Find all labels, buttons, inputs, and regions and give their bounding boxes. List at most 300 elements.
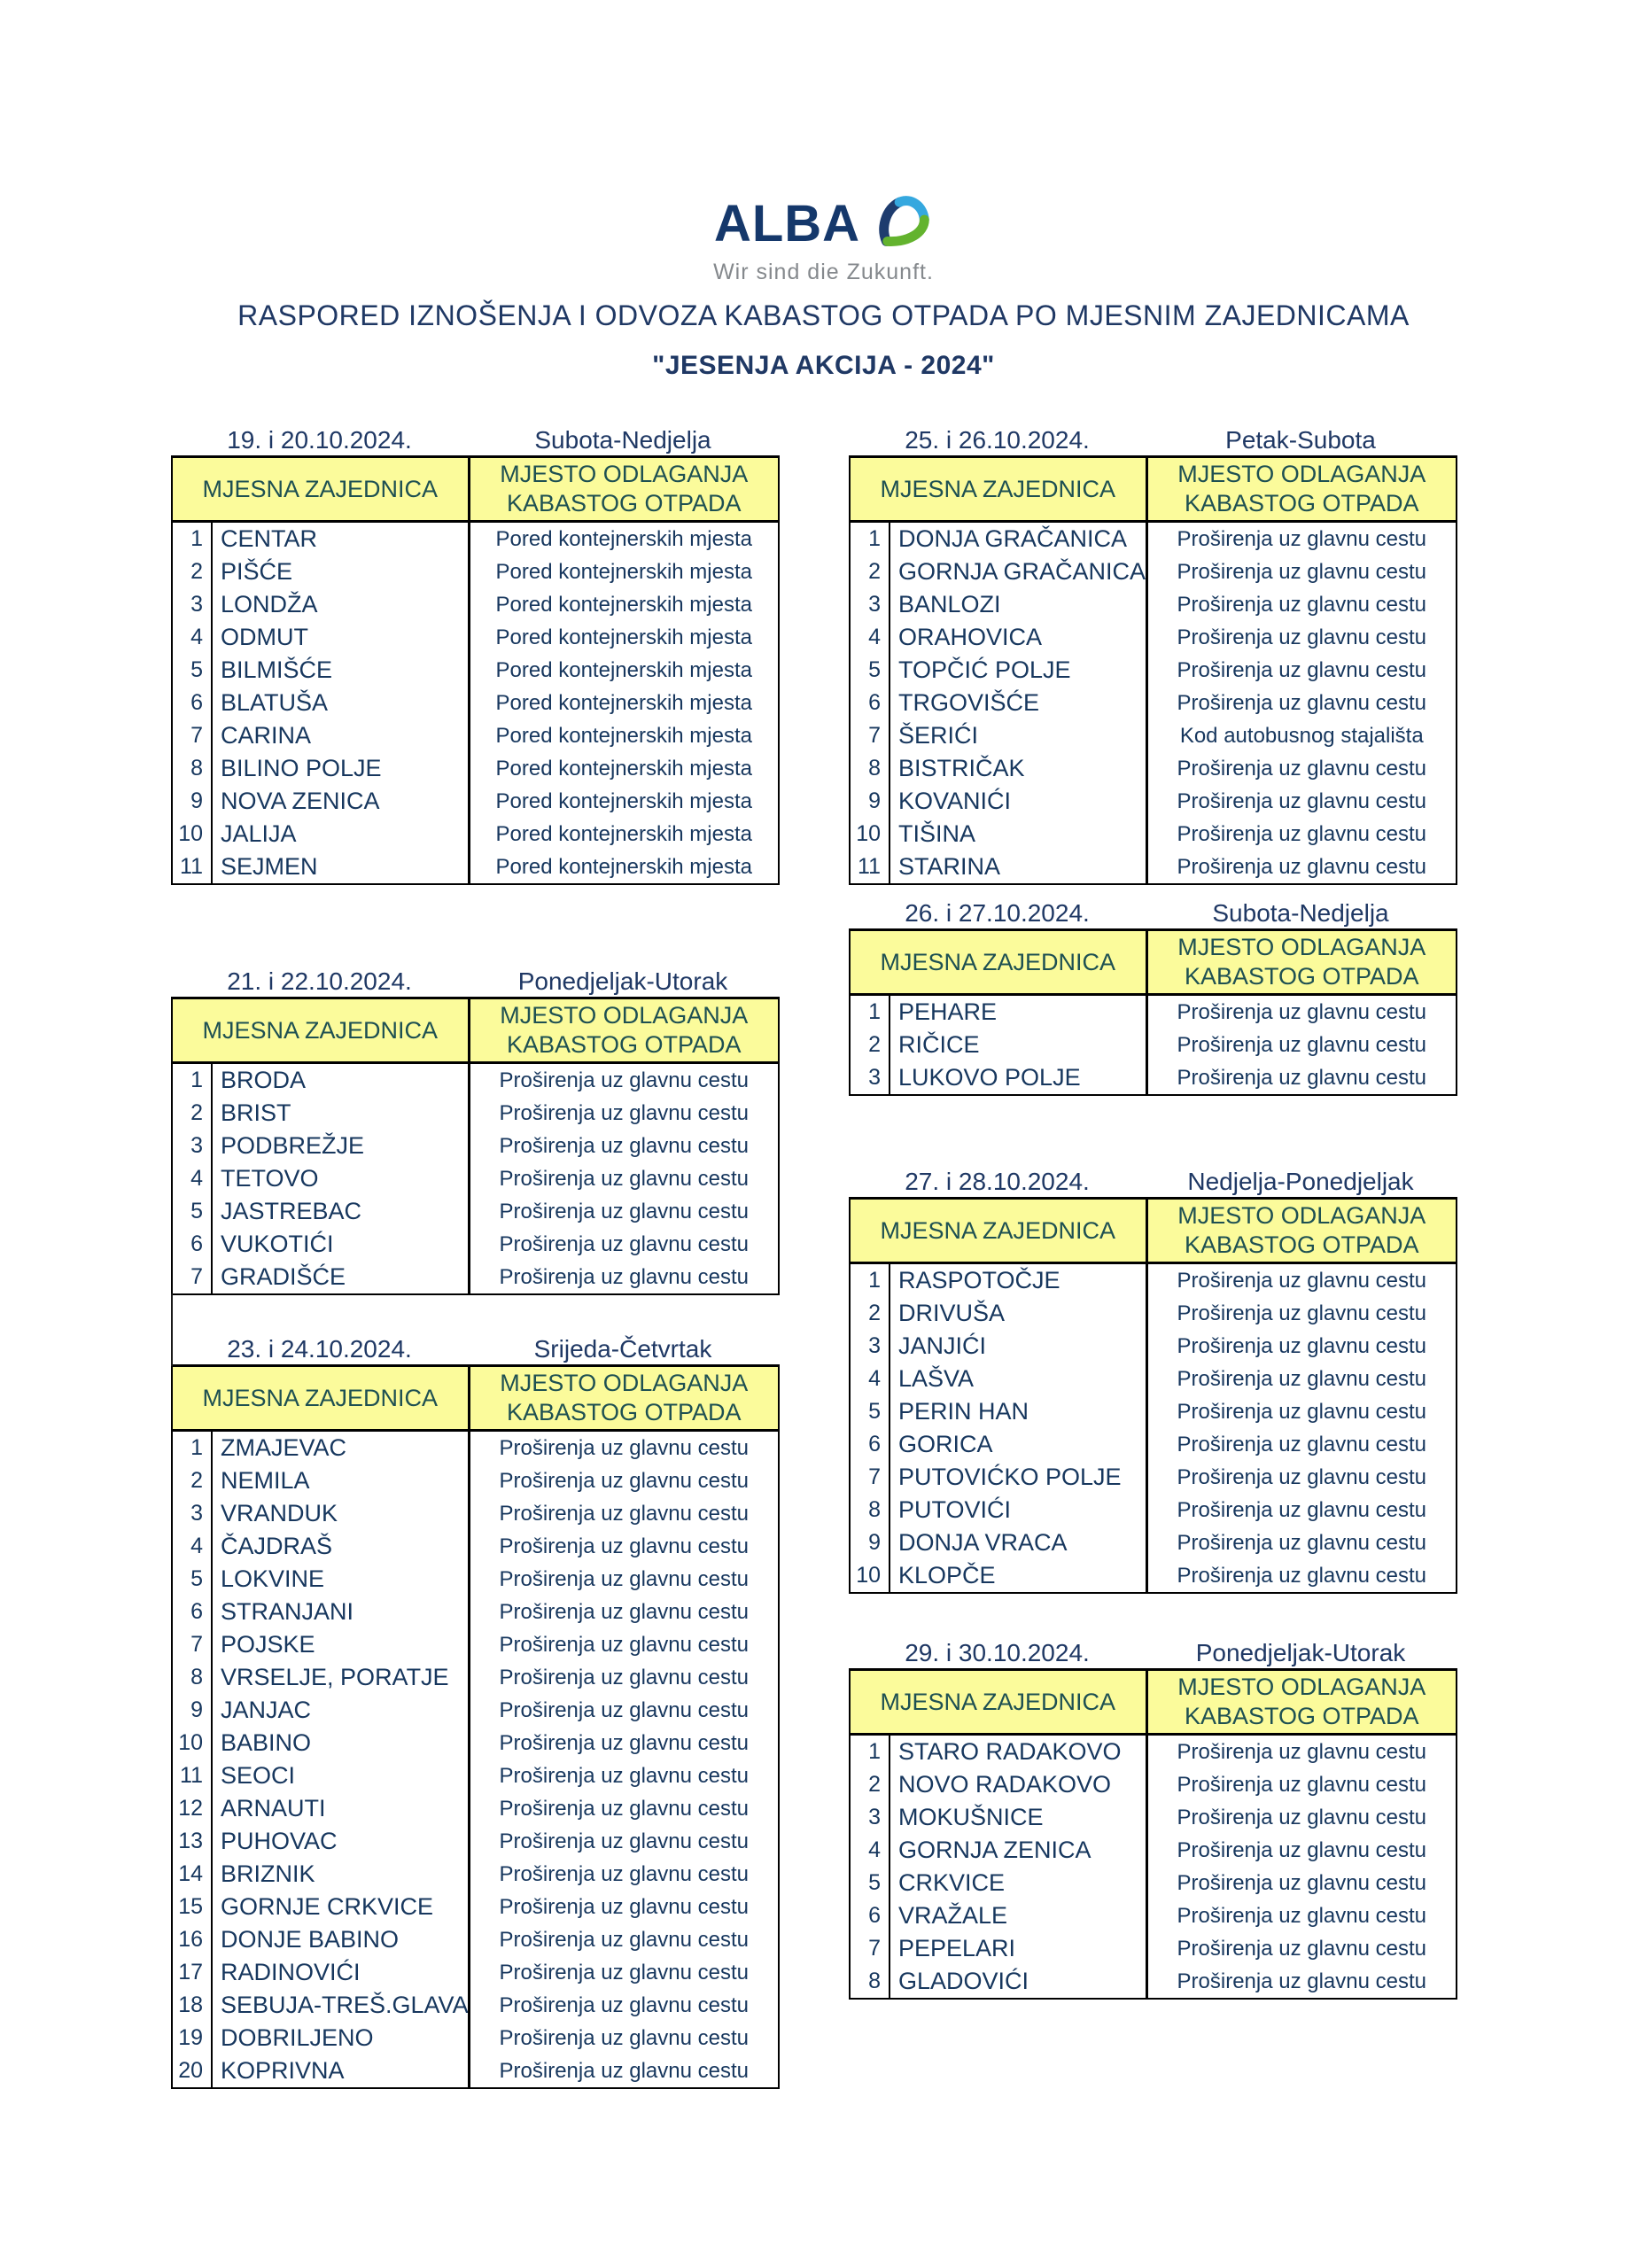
- table-row: [172, 2022, 779, 2054]
- waste-table: [849, 455, 1457, 885]
- row-number: 6: [172, 1228, 212, 1261]
- col-header-place: [1146, 1199, 1457, 1263]
- community-name: BRIZNIK: [221, 1860, 315, 1887]
- table-row: [172, 1858, 779, 1891]
- col-header-place: [1146, 930, 1457, 995]
- col-header-place-line2: KABASTOG OTPADA: [506, 1399, 742, 1425]
- row-number: 1: [850, 1735, 890, 1769]
- table-date: 25. i 26.10.2024.: [905, 426, 1090, 454]
- community-name: LUKOVO POLJE: [898, 1064, 1081, 1091]
- community-name: JALIJA: [221, 820, 297, 847]
- waste-table: [849, 1668, 1457, 2000]
- community-name: RIČICE: [898, 1031, 980, 1058]
- table-row: [172, 1628, 779, 1661]
- table-row: [172, 1497, 779, 1530]
- table-row: [172, 687, 779, 719]
- disposal-place: Proširenja uz glavnu cestu: [1146, 1735, 1457, 1769]
- table-row: [850, 1526, 1457, 1559]
- community-name: ŠERIĆI: [898, 722, 979, 749]
- disposal-place: Proširenja uz glavnu cestu: [1146, 1768, 1457, 1801]
- community-name: CARINA: [221, 722, 312, 749]
- row-number: 7: [172, 1628, 212, 1661]
- community-name: JANJAC: [221, 1697, 312, 1723]
- date-row: [171, 1334, 781, 1364]
- col-header-place: [469, 1366, 779, 1431]
- disposal-place: Pored kontejnerskih mjesta: [469, 555, 779, 588]
- disposal-place: Proširenja uz glavnu cestu: [1146, 850, 1457, 884]
- row-number: 8: [850, 752, 890, 785]
- row-number: 1: [172, 1431, 212, 1465]
- row-number: 8: [172, 752, 212, 785]
- table-row: [172, 1759, 779, 1792]
- community-name: TRGOVIŠĆE: [898, 689, 1040, 716]
- waste-table: [171, 997, 780, 1295]
- table-row: [850, 1768, 1457, 1801]
- disposal-place: Proširenja uz glavnu cestu: [469, 1989, 779, 2022]
- row-number: 4: [850, 1363, 890, 1395]
- row-number: 11: [172, 850, 212, 884]
- disposal-place: Proširenja uz glavnu cestu: [1146, 1297, 1457, 1330]
- disposal-place: Proširenja uz glavnu cestu: [1146, 555, 1457, 588]
- community-name: LOKVINE: [221, 1565, 325, 1592]
- table-row: [172, 1162, 779, 1195]
- disposal-place: Pored kontejnerskih mjesta: [469, 850, 779, 884]
- disposal-place: Proširenja uz glavnu cestu: [1146, 621, 1457, 654]
- disposal-place: Proširenja uz glavnu cestu: [469, 1923, 779, 1956]
- row-number: 8: [172, 1661, 212, 1694]
- disposal-place: Proširenja uz glavnu cestu: [1146, 1494, 1457, 1526]
- table-row: [850, 1932, 1457, 1965]
- date-row: [849, 898, 1459, 928]
- table-row: [850, 555, 1457, 588]
- table-row: [172, 1063, 779, 1098]
- row-number: 2: [172, 1464, 212, 1497]
- waste-table: [171, 455, 780, 885]
- community-name: VRANDUK: [221, 1500, 338, 1526]
- row-number: 1: [850, 995, 890, 1029]
- row-number: 9: [172, 785, 212, 818]
- row-number: 11: [850, 850, 890, 884]
- row-number: 7: [172, 1261, 212, 1294]
- disposal-place: Pored kontejnerskih mjesta: [469, 522, 779, 556]
- community-name: JANJIĆI: [898, 1332, 987, 1359]
- table-days: Ponedjeljak-Utorak: [1195, 1639, 1406, 1666]
- table-row: [172, 1989, 779, 2022]
- disposal-place: Proširenja uz glavnu cestu: [1146, 1559, 1457, 1593]
- date-row: [849, 1638, 1459, 1668]
- col-header-community: MJESNA ZAJEDNICA: [850, 1670, 1146, 1735]
- table-row: [850, 1965, 1457, 1999]
- row-number: 4: [172, 1530, 212, 1563]
- row-number: 8: [850, 1494, 890, 1526]
- table-days: Nedjelja-Ponedjeljak: [1187, 1168, 1414, 1195]
- community-name: DOBRILJENO: [221, 2024, 374, 2051]
- community-name: KOVANIĆI: [898, 788, 1012, 814]
- waste-table: [849, 928, 1457, 1096]
- disposal-place: Proširenja uz glavnu cestu: [469, 1261, 779, 1294]
- community-name: BILINO POLJE: [221, 755, 382, 781]
- table-row: [850, 785, 1457, 818]
- disposal-place: Proširenja uz glavnu cestu: [1146, 818, 1457, 850]
- community-name: RADINOVIĆI: [221, 1959, 361, 1985]
- disposal-place: Proširenja uz glavnu cestu: [1146, 1801, 1457, 1834]
- row-number: 12: [172, 1792, 212, 1825]
- col-header-community: MJESNA ZAJEDNICA: [850, 457, 1146, 522]
- community-name: PERIN HAN: [898, 1398, 1029, 1425]
- row-number: 20: [172, 2054, 212, 2088]
- row-number: 2: [850, 1297, 890, 1330]
- community-name: TETOVO: [221, 1165, 319, 1192]
- disposal-place: Proširenja uz glavnu cestu: [1146, 1932, 1457, 1965]
- community-name: STARO RADAKOVO: [898, 1738, 1122, 1765]
- row-number: 1: [850, 522, 890, 556]
- row-number: 1: [850, 1263, 890, 1298]
- col-header-place-line1: MJESTO ODLAGANJA: [500, 1002, 749, 1029]
- table-row: [850, 1559, 1457, 1593]
- disposal-place: Pored kontejnerskih mjesta: [469, 621, 779, 654]
- row-number: 19: [172, 2022, 212, 2054]
- row-number: 16: [172, 1923, 212, 1956]
- disposal-place: Proširenja uz glavnu cestu: [469, 1858, 779, 1891]
- table-row: [850, 1834, 1457, 1867]
- row-number: 9: [850, 1526, 890, 1559]
- row-number: 17: [172, 1956, 212, 1989]
- community-name: VRAŽALE: [898, 1902, 1008, 1929]
- table-days: Subota-Nedjelja: [534, 426, 711, 454]
- table-date: 21. i 22.10.2024.: [227, 967, 412, 995]
- table-row: [172, 1563, 779, 1596]
- row-number: 3: [850, 588, 890, 621]
- waste-table: [849, 1197, 1457, 1594]
- row-number: 18: [172, 1989, 212, 2022]
- row-number: 3: [850, 1061, 890, 1095]
- community-name: STARINA: [898, 853, 1001, 880]
- logo-block: [0, 193, 1647, 285]
- community-name: PUTOVIĆKO POLJE: [898, 1464, 1122, 1490]
- community-name: PEPELARI: [898, 1935, 1016, 1961]
- row-number: 6: [172, 687, 212, 719]
- community-name: SEJMEN: [221, 853, 318, 880]
- col-header-community: MJESNA ZAJEDNICA: [172, 457, 469, 522]
- disposal-place: Proširenja uz glavnu cestu: [1146, 1263, 1457, 1298]
- disposal-place: Proširenja uz glavnu cestu: [469, 1097, 779, 1130]
- table-row: [850, 588, 1457, 621]
- community-name: BISTRIČAK: [898, 755, 1025, 781]
- row-number: 10: [172, 818, 212, 850]
- community-name: DONJA GRAČANICA: [898, 525, 1128, 552]
- community-name: GRADIŠĆE: [221, 1263, 346, 1290]
- disposal-place: Proširenja uz glavnu cestu: [1146, 1330, 1457, 1363]
- community-name: PUTOVIĆI: [898, 1496, 1012, 1523]
- table-row: [172, 1097, 779, 1130]
- table-row: [850, 654, 1457, 687]
- community-name: JASTREBAC: [221, 1198, 362, 1224]
- col-header-place-line2: KABASTOG OTPADA: [1184, 963, 1419, 990]
- disposal-place: Proširenja uz glavnu cestu: [1146, 1867, 1457, 1899]
- row-number: 5: [850, 1867, 890, 1899]
- table-row: [172, 1792, 779, 1825]
- row-number: 11: [172, 1759, 212, 1792]
- table-row: [850, 818, 1457, 850]
- community-name: VUKOTIĆI: [221, 1231, 334, 1257]
- col-header-place-line1: MJESTO ODLAGANJA: [1177, 934, 1426, 960]
- table-row: [172, 785, 779, 818]
- disposal-place: Proširenja uz glavnu cestu: [469, 1162, 779, 1195]
- table-date: 23. i 24.10.2024.: [227, 1335, 412, 1363]
- table-row: [850, 719, 1457, 752]
- community-name: GORNJA GRAČANICA: [898, 558, 1146, 585]
- disposal-place: Proširenja uz glavnu cestu: [469, 1596, 779, 1628]
- table-row: [172, 555, 779, 588]
- table-row: [172, 818, 779, 850]
- table-row: [172, 1195, 779, 1228]
- disposal-place: Proširenja uz glavnu cestu: [1146, 1029, 1457, 1061]
- table-row: [850, 752, 1457, 785]
- table-date: 27. i 28.10.2024.: [905, 1168, 1090, 1195]
- community-name: ČAJDRAŠ: [221, 1533, 333, 1559]
- row-number: 6: [850, 1899, 890, 1932]
- community-name: PIŠĆE: [221, 558, 293, 585]
- row-number: 10: [850, 818, 890, 850]
- community-name: RASPOTOČJE: [898, 1267, 1060, 1293]
- row-number: 2: [850, 555, 890, 588]
- community-name: LONDŽA: [221, 591, 318, 617]
- row-number: 8: [850, 1965, 890, 1999]
- table-row: [850, 1395, 1457, 1428]
- community-name: STRANJANI: [221, 1598, 354, 1625]
- table-row: [172, 1431, 779, 1465]
- table-days: Srijeda-Četvrtak: [533, 1335, 712, 1363]
- community-name: GORNJA ZENICA: [898, 1837, 1092, 1863]
- table-row: [172, 1956, 779, 1989]
- disposal-place: Proširenja uz glavnu cestu: [1146, 1428, 1457, 1461]
- row-number: 5: [172, 654, 212, 687]
- table-row: [850, 1494, 1457, 1526]
- disposal-place: Proširenja uz glavnu cestu: [469, 1628, 779, 1661]
- disposal-place: Proširenja uz glavnu cestu: [469, 1431, 779, 1465]
- row-number: 2: [850, 1768, 890, 1801]
- col-header-place-line1: MJESTO ODLAGANJA: [500, 461, 749, 487]
- row-number: 5: [850, 1395, 890, 1428]
- disposal-place: Proširenja uz glavnu cestu: [469, 1792, 779, 1825]
- col-header-place: [469, 998, 779, 1063]
- community-name: PODBREŽJE: [221, 1132, 365, 1159]
- row-number: 5: [172, 1563, 212, 1596]
- disposal-place: Proširenja uz glavnu cestu: [1146, 995, 1457, 1029]
- community-name: PEHARE: [898, 998, 998, 1025]
- community-name: GLADOVIĆI: [898, 1968, 1029, 1994]
- community-name: NOVA ZENICA: [221, 788, 380, 814]
- date-row: [171, 967, 781, 997]
- table-row: [850, 1297, 1457, 1330]
- community-name: LAŠVA: [898, 1365, 975, 1392]
- row-number: 14: [172, 1858, 212, 1891]
- disposal-place: Proširenja uz glavnu cestu: [469, 1825, 779, 1858]
- table-row: [850, 1899, 1457, 1932]
- disposal-place: Proširenja uz glavnu cestu: [469, 1464, 779, 1497]
- community-name: CENTAR: [221, 525, 318, 552]
- table-days: Ponedjeljak-Utorak: [517, 967, 728, 995]
- community-name: BILMIŠĆE: [221, 656, 333, 683]
- disposal-place: Proširenja uz glavnu cestu: [469, 1063, 779, 1098]
- table-row: [850, 850, 1457, 884]
- disposal-place: Pored kontejnerskih mjesta: [469, 719, 779, 752]
- col-header-place-line2: KABASTOG OTPADA: [506, 490, 742, 517]
- row-number: 9: [172, 1694, 212, 1727]
- community-name: GORNJE CRKVICE: [221, 1893, 434, 1920]
- disposal-place: Proširenja uz glavnu cestu: [469, 1727, 779, 1759]
- col-header-place: [469, 457, 779, 522]
- date-row: [171, 425, 781, 455]
- disposal-place: Proširenja uz glavnu cestu: [469, 1891, 779, 1923]
- row-number: 6: [850, 1428, 890, 1461]
- disposal-place: Proširenja uz glavnu cestu: [1146, 1526, 1457, 1559]
- community-name: SEBUJA-TREŠ.GLAVA: [221, 1992, 469, 2018]
- disposal-place: Proširenja uz glavnu cestu: [469, 1130, 779, 1162]
- waste-table: [171, 1364, 780, 2089]
- disposal-place: Pored kontejnerskih mjesta: [469, 687, 779, 719]
- table-row: [172, 1891, 779, 1923]
- community-name: KOPRIVNA: [221, 2057, 345, 2084]
- table-row: [172, 752, 779, 785]
- disposal-place: Proširenja uz glavnu cestu: [469, 2054, 779, 2088]
- table-row: [172, 1261, 779, 1294]
- disposal-place: Proširenja uz glavnu cestu: [469, 1530, 779, 1563]
- row-number: 3: [850, 1801, 890, 1834]
- table-row: [850, 1330, 1457, 1363]
- community-name: TOPČIĆ POLJE: [898, 656, 1071, 683]
- disposal-place: Proširenja uz glavnu cestu: [469, 1497, 779, 1530]
- table-row: [850, 1867, 1457, 1899]
- row-number: 4: [172, 1162, 212, 1195]
- date-row: [849, 425, 1459, 455]
- table-row: [172, 719, 779, 752]
- row-number: 6: [850, 687, 890, 719]
- disposal-place: Proširenja uz glavnu cestu: [1146, 1061, 1457, 1095]
- table-row: [850, 621, 1457, 654]
- table-row: [172, 1596, 779, 1628]
- table-row: [172, 1825, 779, 1858]
- table-date: 26. i 27.10.2024.: [905, 899, 1090, 927]
- disposal-place: Proširenja uz glavnu cestu: [1146, 1834, 1457, 1867]
- table-row: [172, 522, 779, 556]
- disposal-place: Proširenja uz glavnu cestu: [1146, 785, 1457, 818]
- community-name: ARNAUTI: [221, 1795, 326, 1821]
- disposal-place: Proširenja uz glavnu cestu: [1146, 1461, 1457, 1494]
- table-row: [172, 1530, 779, 1563]
- table-row: [850, 1061, 1457, 1095]
- table-row: [850, 1029, 1457, 1061]
- date-row: [849, 1167, 1459, 1197]
- disposal-place: Proširenja uz glavnu cestu: [1146, 654, 1457, 687]
- disposal-place: Proširenja uz glavnu cestu: [1146, 1363, 1457, 1395]
- row-number: 6: [172, 1596, 212, 1628]
- disposal-place: Proširenja uz glavnu cestu: [469, 1759, 779, 1792]
- community-name: GORICA: [898, 1431, 993, 1457]
- row-number: 2: [850, 1029, 890, 1061]
- community-name: TIŠINA: [898, 820, 976, 847]
- community-name: PUHOVAC: [221, 1828, 338, 1854]
- disposal-place: Pored kontejnerskih mjesta: [469, 588, 779, 621]
- table-row: [850, 1801, 1457, 1834]
- community-name: BANLOZI: [898, 591, 1001, 617]
- table-days: Petak-Subota: [1225, 426, 1376, 454]
- row-number: 3: [850, 1330, 890, 1363]
- row-number: 2: [172, 555, 212, 588]
- disposal-place: Proširenja uz glavnu cestu: [469, 1563, 779, 1596]
- table-row: [172, 1464, 779, 1497]
- table-row: [850, 995, 1457, 1029]
- disposal-place: Proširenja uz glavnu cestu: [1146, 588, 1457, 621]
- community-name: CRKVICE: [898, 1869, 1006, 1896]
- document-title: RASPORED IZNOŠENJA I ODVOZA KABASTOG OTPADA PO MJESNIM ZAJEDNICAMA: [237, 299, 1410, 331]
- row-number: 10: [850, 1559, 890, 1593]
- logo-tagline: Wir sind die Zukunft.: [713, 260, 934, 284]
- row-number: 1: [172, 1063, 212, 1098]
- table-row: [172, 1661, 779, 1694]
- community-name: NEMILA: [221, 1467, 310, 1494]
- col-header-place-line1: MJESTO ODLAGANJA: [1177, 1674, 1426, 1700]
- col-header-place: [1146, 1670, 1457, 1735]
- community-name: POJSKE: [221, 1631, 315, 1658]
- community-name: BABINO: [221, 1729, 312, 1756]
- col-header-place-line2: KABASTOG OTPADA: [506, 1031, 742, 1058]
- col-header-place-line2: KABASTOG OTPADA: [1184, 490, 1419, 517]
- col-header-place-line1: MJESTO ODLAGANJA: [500, 1370, 749, 1396]
- table-row: [172, 654, 779, 687]
- table-row: [172, 850, 779, 884]
- community-name: DONJE BABINO: [221, 1926, 400, 1953]
- community-name: KLOPČE: [898, 1562, 996, 1588]
- col-header-community: MJESNA ZAJEDNICA: [850, 930, 1146, 995]
- table-row: [850, 1735, 1457, 1769]
- row-number: 3: [172, 588, 212, 621]
- table-row: [172, 1130, 779, 1162]
- community-name: DRIVUŠA: [898, 1300, 1006, 1326]
- document-subtitle: "JESENJA AKCIJA - 2024": [652, 351, 995, 380]
- table-row: [850, 1363, 1457, 1395]
- row-number: 4: [850, 621, 890, 654]
- community-name: DONJA VRACA: [898, 1529, 1068, 1556]
- disposal-place: Proširenja uz glavnu cestu: [1146, 522, 1457, 556]
- row-number: 5: [850, 654, 890, 687]
- col-header-place-line2: KABASTOG OTPADA: [1184, 1703, 1419, 1729]
- row-number: 10: [172, 1727, 212, 1759]
- alba-logo-text: ALBA: [713, 194, 861, 252]
- community-name: NOVO RADAKOVO: [898, 1771, 1112, 1798]
- disposal-place: Proširenja uz glavnu cestu: [469, 1694, 779, 1727]
- row-number: 7: [172, 719, 212, 752]
- row-number: 7: [850, 1932, 890, 1965]
- table-row: [850, 1263, 1457, 1298]
- row-number: 9: [850, 785, 890, 818]
- table-days: Subota-Nedjelja: [1212, 899, 1389, 927]
- disposal-place: Pored kontejnerskih mjesta: [469, 818, 779, 850]
- col-header-place-line1: MJESTO ODLAGANJA: [1177, 461, 1426, 487]
- table-row: [172, 1228, 779, 1261]
- right-column: [849, 425, 1459, 2000]
- row-number: 7: [850, 1461, 890, 1494]
- table-row: [850, 522, 1457, 556]
- row-number: 3: [172, 1130, 212, 1162]
- disposal-place: Proširenja uz glavnu cestu: [1146, 687, 1457, 719]
- disposal-place: Pored kontejnerskih mjesta: [469, 654, 779, 687]
- community-name: VRSELJE, PORATJE: [221, 1664, 449, 1690]
- table-row: [172, 1694, 779, 1727]
- alba-logo-icon: [873, 193, 933, 254]
- row-number: 3: [172, 1497, 212, 1530]
- table-row: [850, 1428, 1457, 1461]
